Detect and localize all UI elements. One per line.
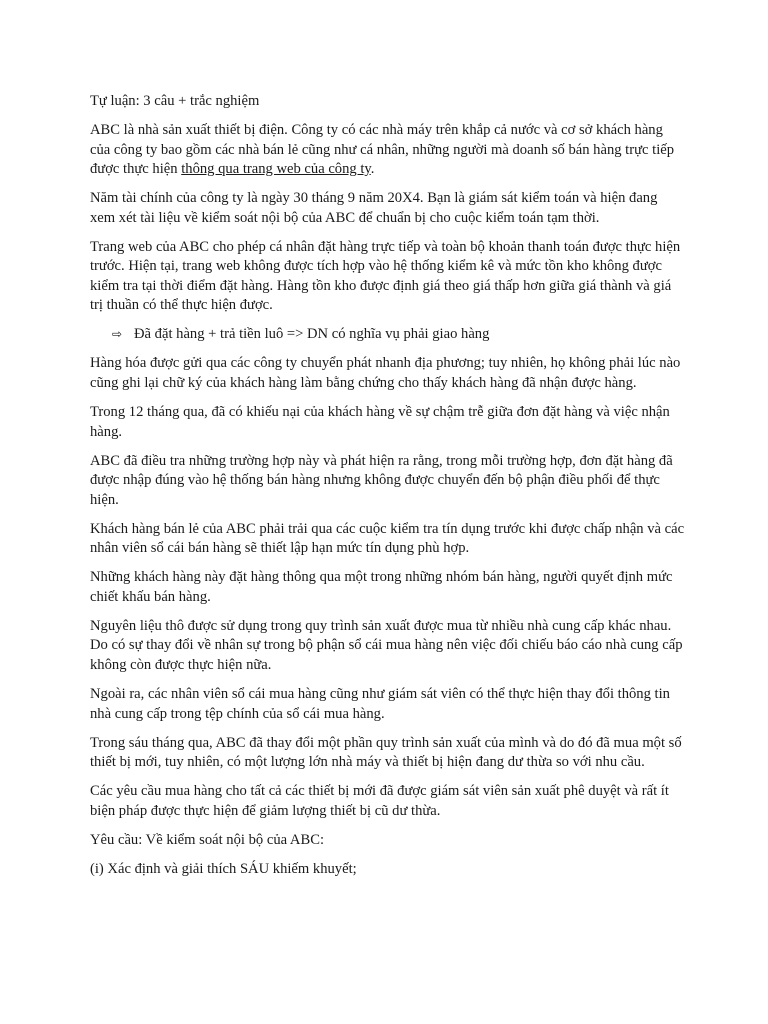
paragraph-complaints: Trong 12 tháng qua, đã có khiếu nại của khách hàng về sự chậm trễ giữa đơn đặt hàng và việc nhận hàng. (90, 404, 670, 440)
arrow-note-text: Đã đặt hàng + trả tiền luô => DN có nghĩa vụ phải giao hàng (134, 326, 490, 343)
underlined-website-phrase: thông qua trang web của công ty (181, 161, 371, 178)
paragraph-question-i: (i) Xác định và giải thích SÁU khiếm khuyết; (90, 860, 357, 877)
paragraph-sales-discounts: Những khách hàng này đặt hàng thông qua một trong những nhóm bán hàng, người quyết định mức chiết khấu bán hàng. (90, 569, 673, 605)
paragraph-purchase-approvals: Các yêu cầu mua hàng cho tất cả các thiết bị mới đã được giám sát viên sản xuất phê duyệt và rất ít biện pháp được thực hiện để giảm lượng thiết bị cũ dư thừa. (90, 783, 669, 819)
paragraph-fiscal-year: Năm tài chính của công ty là ngày 30 tháng 9 năm 20X4. Bạn là giám sát kiểm toán và hiện đang xem xét tài liệu về kiểm soát nội bộ của ABC để chuẩn bị cho cuộc kiểm toán tạm thời. (90, 190, 658, 226)
paragraph-equipment: Trong sáu tháng qua, ABC đã thay đổi một phần quy trình sản xuất của mình và do đó đã mua một số thiết bị mới, tuy nhiên, có một lượng lớn nhà máy và thiết bị hiện đang dư thừa so với nhu cầu. (90, 734, 682, 771)
paragraph-credit-checks: Khách hàng bán lẻ của ABC phải trải qua các cuộc kiểm tra tín dụng trước khi được chấp nhận và các nhân viên sổ cái bán hàng sẽ thiết lập hạn mức tín dụng phù hợp. (90, 520, 685, 557)
paragraph-company-intro (90, 121, 686, 180)
paragraph-website: Trang web của ABC cho phép cá nhân đặt hàng trực tiếp và toàn bộ khoản thanh toán được thực hiện trước. Hiện tại, trang web không được tích hợp vào hệ thống kiểm kê và mức tồn kho không được kiểm tra tại thời điểm đặt hàng. Hàng tồn kho được định giá theo giá thấp hơn giữa giá thành và giá trị thuần có thể thực hiện được. (90, 238, 681, 314)
arrow-right-icon: ⇨ (112, 327, 123, 342)
paragraph-company-intro-end: . (370, 161, 375, 178)
paragraph-investigation: ABC đã điều tra những trường hợp này và phát hiện ra rằng, trong mỗi trường hợp, đơn đặt hàng đã được nhập đúng vào hệ thống bán hàng nhưng không được chuyển đến bộ phận điều phối để thực hiện. (90, 452, 673, 508)
arrow-note (90, 325, 686, 345)
paragraph-requirement: Yêu cầu: Về kiểm soát nội bộ của ABC: (90, 831, 324, 848)
document-body (90, 92, 686, 889)
document-heading: Tự luận: 3 câu + trắc nghiệm (90, 93, 260, 109)
paragraph-delivery: Hàng hóa được gửi qua các công ty chuyển phát nhanh địa phương; tuy nhiên, họ không phải lúc nào cũng ghi lại chữ ký của khách hàng làm bằng chứng cho thấy khách hàng đã nhận được hàng. (90, 355, 681, 391)
paragraph-raw-materials: Nguyên liệu thô được sử dụng trong quy trình sản xuất được mua từ nhiều nhà cung cấp khác nhau. Do có sự thay đổi về nhân sự trong bộ phận sổ cái mua hàng nên việc đối chiếu báo cáo nhà cung cấp không còn được thực hiện nữa. (90, 617, 683, 673)
paragraph-supplier-changes: Ngoài ra, các nhân viên sổ cái mua hàng cũng như giám sát viên có thể thực hiện thay đổi thông tin nhà cung cấp trong tệp chính của sổ cái mua hàng. (90, 686, 670, 722)
paragraph-company-intro-text: ABC là nhà sản xuất thiết bị điện. Công ty có các nhà máy trên khắp cả nước và cơ sở khách hàng của công ty bao gồm các nhà bán lẻ cũng như cá nhân, những người mà doanh số bán hàng trực tiếp được thực hiện (90, 122, 675, 178)
